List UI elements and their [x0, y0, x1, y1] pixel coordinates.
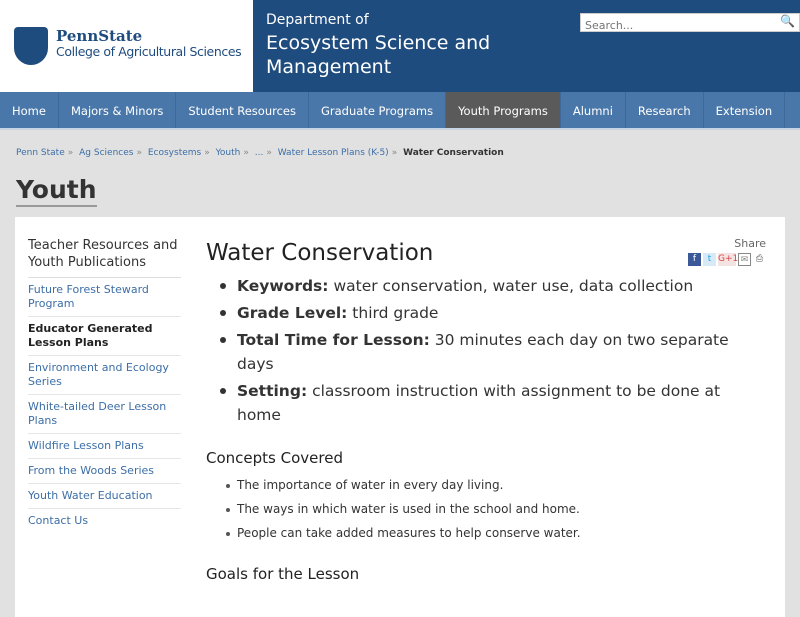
nav-extension[interactable]: Extension — [704, 92, 785, 128]
nav-graduate-programs[interactable]: Graduate Programs — [309, 92, 446, 128]
dept-name[interactable]: Ecosystem Science and Management — [266, 32, 491, 78]
main-content — [206, 237, 766, 583]
dept-prefix: Department of — [266, 12, 369, 28]
nav-research[interactable]: Research — [626, 92, 704, 128]
nav-home[interactable]: Home — [0, 92, 59, 128]
detail-item — [218, 379, 738, 427]
detail-item — [218, 328, 738, 376]
nav-alumni[interactable]: Alumni — [561, 92, 626, 128]
nav-student-resources[interactable]: Student Resources — [176, 92, 309, 128]
detail-item — [218, 301, 738, 325]
breadcrumb-current: Water Conservation — [403, 148, 504, 158]
share-box — [688, 237, 766, 266]
detail-value: classroom instruction with assignment to be done at home — [237, 382, 721, 424]
logo-name: PennState — [56, 27, 143, 45]
concept-item: People can take added measures to help conserve water. — [224, 521, 766, 545]
lesson-details — [218, 274, 766, 427]
sidebar-item[interactable]: Contact Us — [28, 514, 89, 527]
detail-value: 30 minutes each day on two separate days — [237, 331, 729, 373]
concepts-heading: Concepts Covered — [206, 449, 343, 467]
sidebar-item-current[interactable]: Educator Generated Lesson Plans — [28, 317, 181, 356]
sidebar-item[interactable]: White-tailed Deer Lesson Plans — [28, 395, 181, 434]
lesson-title: Water Conservation — [206, 240, 434, 266]
breadcrumb-link[interactable]: Ecosystems — [147, 148, 202, 158]
page-title: Youth — [16, 175, 97, 207]
print-icon[interactable]: ⎙ — [755, 254, 764, 264]
concepts-list — [224, 473, 766, 545]
detail-value: third grade — [352, 304, 439, 322]
detail-item — [218, 274, 738, 298]
concept-item: The ways in which water is used in the school and home. — [224, 497, 766, 521]
college-name: College of Agricultural Sciences — [56, 44, 242, 59]
google-plus-icon[interactable]: G+1 — [718, 254, 739, 264]
share-label: Share — [734, 237, 766, 250]
nittany-lion-shield-icon — [14, 27, 48, 65]
nav-youth-programs[interactable]: Youth Programs — [446, 92, 561, 128]
detail-value: water conservation, water use, data collection — [333, 277, 694, 295]
sidebar — [28, 237, 181, 533]
breadcrumb-link[interactable]: Penn State — [16, 148, 65, 158]
sidebar-item[interactable]: From the Woods Series — [28, 459, 181, 484]
breadcrumb-link[interactable]: ... — [254, 148, 264, 158]
search-icon[interactable]: 🔍 — [780, 14, 795, 28]
sidebar-item[interactable]: Youth Water Education — [28, 484, 181, 509]
detail-key: Setting: — [237, 382, 308, 400]
concept-item: The importance of water in every day living. — [224, 473, 766, 497]
breadcrumb-link[interactable]: Ag Sciences — [79, 148, 134, 158]
twitter-icon[interactable]: t — [703, 253, 716, 266]
breadcrumb: Penn State » Ag Sciences » Ecosystems » Youth » ... » Water Lesson Plans (K-5) » Water Conservation — [16, 148, 504, 158]
email-icon[interactable]: ✉ — [738, 253, 751, 266]
site-header — [0, 0, 800, 92]
breadcrumb-link[interactable]: Water Lesson Plans (K-5) — [277, 148, 389, 158]
sidebar-item[interactable]: Environment and Ecology Series — [28, 356, 181, 395]
sidebar-heading[interactable]: Teacher Resources and Youth Publications — [28, 237, 181, 278]
detail-key: Keywords: — [237, 277, 329, 295]
search-input[interactable] — [581, 17, 771, 34]
sidebar-item[interactable]: Wildfire Lesson Plans — [28, 434, 181, 459]
facebook-icon[interactable]: f — [688, 253, 701, 266]
logo[interactable] — [0, 0, 253, 92]
breadcrumb-link[interactable]: Youth — [215, 148, 241, 158]
detail-key: Grade Level: — [237, 304, 348, 322]
nav-majors[interactable]: Majors & Minors — [59, 92, 176, 128]
detail-key: Total Time for Lesson: — [237, 331, 430, 349]
search-box — [580, 13, 800, 32]
main-nav — [0, 92, 800, 130]
goals-heading: Goals for the Lesson — [206, 565, 360, 583]
sidebar-item[interactable]: Future Forest Steward Program — [28, 278, 181, 317]
